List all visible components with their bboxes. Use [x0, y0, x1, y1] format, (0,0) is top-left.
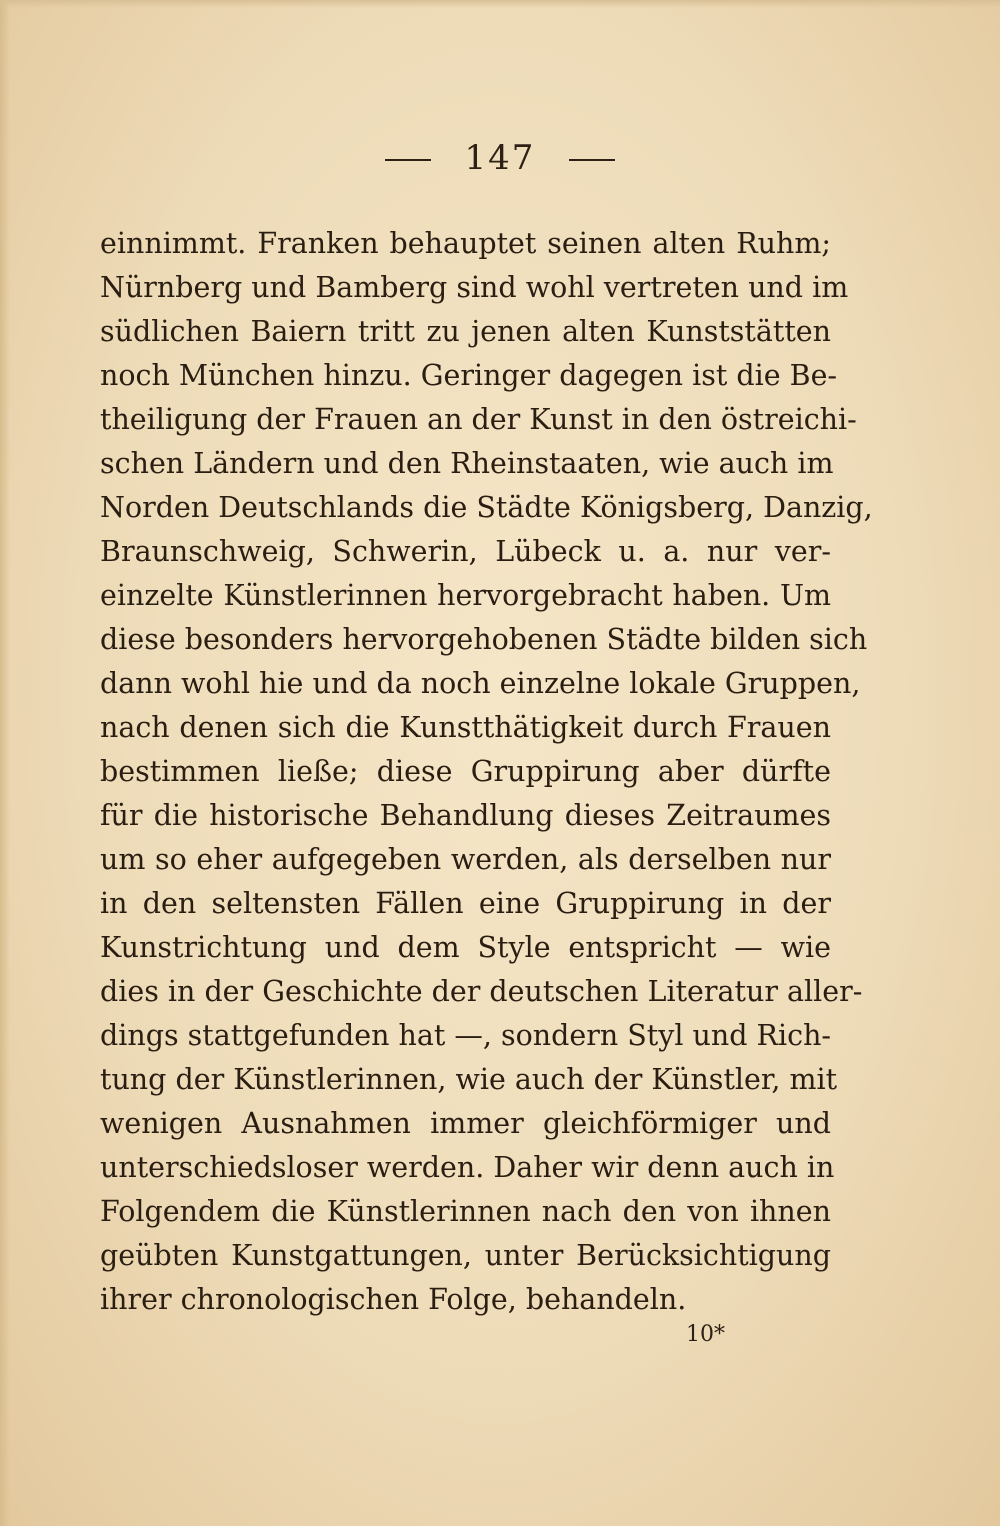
text-line: Nürnberg und Bamberg sind wohl vertreten und im	[100, 271, 849, 304]
text-line: nach denen sich die Kunstthätigkeit durch Frauen	[100, 711, 831, 744]
text-line: um so eher aufgegeben werden, als derselben nur	[100, 843, 831, 876]
text-line: Kunstrichtung und dem Style entspricht — wie	[100, 931, 831, 964]
text-line: diese besonders hervorgehobenen Städte bilden sich	[100, 623, 868, 656]
signature-mark: 10*	[686, 1322, 725, 1347]
page-left-shadow	[0, 0, 10, 1526]
text-line: dann wohl hie und da noch einzelne lokale Gruppen,	[100, 667, 861, 700]
left-dash-ornament	[385, 159, 431, 161]
text-line: tung der Künstlerinnen, wie auch der Künstler, mit	[100, 1063, 838, 1096]
text-line: für die historische Behandlung dieses Zeitraumes	[100, 799, 831, 832]
text-line: wenigen Ausnahmen immer gleichförmiger und	[100, 1107, 831, 1140]
running-head	[0, 138, 1000, 178]
page-top-shadow	[0, 0, 1000, 8]
text-line: südlichen Baiern tritt zu jenen alten Kunststätten	[100, 315, 831, 348]
text-line: bestimmen ließe; diese Gruppirung aber dürfte	[100, 755, 831, 788]
text-line: geübten Kunstgattungen, unter Berücksichtigung	[100, 1239, 831, 1272]
text-line: theiligung der Frauen an der Kunst in den östreichi-	[100, 403, 857, 436]
text-line: einnimmt. Franken behauptet seinen alten Ruhm;	[100, 227, 831, 260]
text-line: noch München hinzu. Geringer dagegen ist die Be-	[100, 359, 838, 392]
body-text	[100, 222, 873, 1322]
text-line: unterschiedsloser werden. Daher wir denn auch in	[100, 1151, 835, 1184]
text-line: Braunschweig, Schwerin, Lübeck u. a. nur ver-	[100, 535, 831, 568]
text-line: dies in der Geschichte der deutschen Literatur aller-	[100, 975, 863, 1008]
text-line: ihrer chronologischen Folge, behandeln.	[100, 1283, 687, 1316]
text-line: Norden Deutschlands die Städte Königsberg, Danzig,	[100, 491, 873, 524]
text-line: dings stattgefunden hat —, sondern Styl und Rich-	[100, 1019, 832, 1052]
text-line: in den seltensten Fällen eine Gruppirung in der	[100, 887, 831, 920]
text-line: einzelte Künstlerinnen hervorgebracht haben. Um	[100, 579, 831, 612]
text-line: Folgendem die Künstlerinnen nach den von ihnen	[100, 1195, 831, 1228]
text-line: schen Ländern und den Rheinstaaten, wie auch im	[100, 447, 834, 480]
right-dash-ornament	[569, 159, 615, 161]
page-number: 147	[464, 138, 536, 178]
